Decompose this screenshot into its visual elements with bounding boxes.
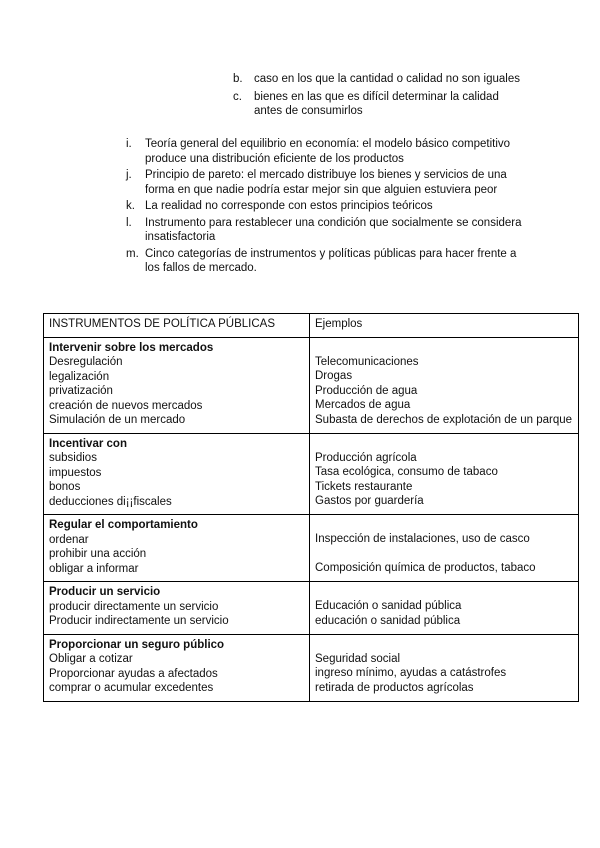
list-item-text: bienes en las que es difícil determinar la calidad antes de consumirlos xyxy=(254,90,499,117)
header-examples: Ejemplos xyxy=(310,314,579,338)
list-marker: i. xyxy=(126,138,132,150)
instrument-line: Desregulación xyxy=(49,356,123,368)
category-title: Incentivar con xyxy=(49,437,127,450)
examples-cell xyxy=(310,337,579,433)
table-row xyxy=(44,634,579,701)
example-line: ingreso mínimo, ayudas a catástrofes xyxy=(315,667,507,679)
list-item xyxy=(233,72,523,87)
list-item-text: Principio de pareto: el mercado distribuye los bienes y servicios de una forma en que nadie podría estar mejor sin que alguien estuviera peor xyxy=(145,169,507,196)
example-line xyxy=(315,547,574,562)
example-line: Drogas xyxy=(315,370,353,382)
instrument-line: deducciones di¡¡fiscales xyxy=(49,495,172,508)
example-line: Gastos por guardería xyxy=(315,495,424,507)
instrument-line: privatización xyxy=(49,385,113,397)
table-row xyxy=(44,433,579,515)
instruments-cell xyxy=(44,582,310,635)
instrument-line: Obligar a cotizar xyxy=(49,653,133,665)
instrument-line: Producir indirectamente un servicio xyxy=(49,615,229,627)
instruments-cell xyxy=(44,337,310,433)
instrument-line: subsidios xyxy=(49,452,97,464)
list-marker: k. xyxy=(126,200,135,212)
table-row xyxy=(44,337,579,433)
instrument-line: bonos xyxy=(49,481,81,493)
list-item xyxy=(126,216,534,245)
instrument-line: obligar a informar xyxy=(49,562,139,575)
example-line: Tasa ecológica, consumo de tabaco xyxy=(315,466,498,478)
category-title: Intervenir sobre los mercados xyxy=(49,341,214,354)
table-row xyxy=(44,515,579,582)
examples-cell xyxy=(310,515,579,582)
instrument-line: prohibir una acción xyxy=(49,548,147,560)
list-marker: l. xyxy=(126,216,132,229)
list-marker: j. xyxy=(126,169,132,181)
list-item-text: caso en los que la cantidad o calidad no son iguales xyxy=(254,73,520,85)
example-line: Producción de agua xyxy=(315,384,418,397)
main-list xyxy=(126,137,534,276)
category-title: Producir un servicio xyxy=(49,586,161,598)
list-item xyxy=(126,199,534,214)
instrument-line: producir directamente un servicio xyxy=(49,600,219,613)
instrument-line: creación de nuevos mercados xyxy=(49,399,203,412)
instrument-line: legalización xyxy=(49,370,110,383)
policy-instruments-table xyxy=(43,313,579,702)
instrument-line: comprar o acumular excedentes xyxy=(49,682,214,694)
example-line: Producción agrícola xyxy=(315,451,417,464)
list-item-text: Instrumento para restablecer una condición que socialmente se considera insatisfactoria xyxy=(145,216,522,243)
instrument-line: Simulación de un mercado xyxy=(49,414,186,426)
table-row xyxy=(44,582,579,635)
example-line: Telecomunicaciones xyxy=(315,355,419,368)
example-line: Tickets restaurante xyxy=(315,480,413,493)
instrument-line: ordenar xyxy=(49,533,89,546)
list-item xyxy=(233,90,523,119)
example-line: Mercados de agua xyxy=(315,399,411,411)
example-line: Composición química de productos, tabaco xyxy=(315,562,536,574)
instruments-cell xyxy=(44,634,310,701)
examples-cell xyxy=(310,433,579,515)
category-title: Proporcionar un seguro público xyxy=(49,638,225,651)
instruments-cell xyxy=(44,515,310,582)
instrument-line: Proporcionar ayudas a afectados xyxy=(49,667,218,680)
table-header-row xyxy=(44,314,579,338)
list-item-text: Teoría general del equilibrio en economía: el modelo básico competitivo produce una distribución eficiente de los productos xyxy=(145,138,511,165)
instrument-line: impuestos xyxy=(49,466,102,479)
category-title: Regular el comportamiento xyxy=(49,519,198,531)
list-marker: m. xyxy=(126,247,139,260)
example-line: Inspección de instalaciones, uso de casco xyxy=(315,533,530,545)
example-line: Educación o sanidad pública xyxy=(315,600,462,612)
list-item xyxy=(126,247,534,276)
examples-cell xyxy=(310,582,579,635)
list-item-text: Cinco categorías de instrumentos y políticas públicas para hacer frente a los fallos de mercado. xyxy=(145,247,517,274)
example-line: Seguridad social xyxy=(315,652,401,665)
list-marker: c. xyxy=(233,90,242,103)
header-instruments: INSTRUMENTOS DE POLÍTICA PÚBLICAS xyxy=(44,314,310,338)
example-line: educación o sanidad pública xyxy=(315,614,461,627)
examples-cell xyxy=(310,634,579,701)
list-item xyxy=(126,137,534,166)
list-marker: b. xyxy=(233,73,243,85)
example-line: Subasta de derechos de explotación de un parque xyxy=(315,413,573,426)
list-item xyxy=(126,168,534,197)
sub-list xyxy=(233,72,523,119)
example-line: retirada de productos agrícolas xyxy=(315,681,474,694)
instruments-cell xyxy=(44,433,310,515)
list-item-text: La realidad no corresponde con estos principios teóricos xyxy=(145,200,433,212)
